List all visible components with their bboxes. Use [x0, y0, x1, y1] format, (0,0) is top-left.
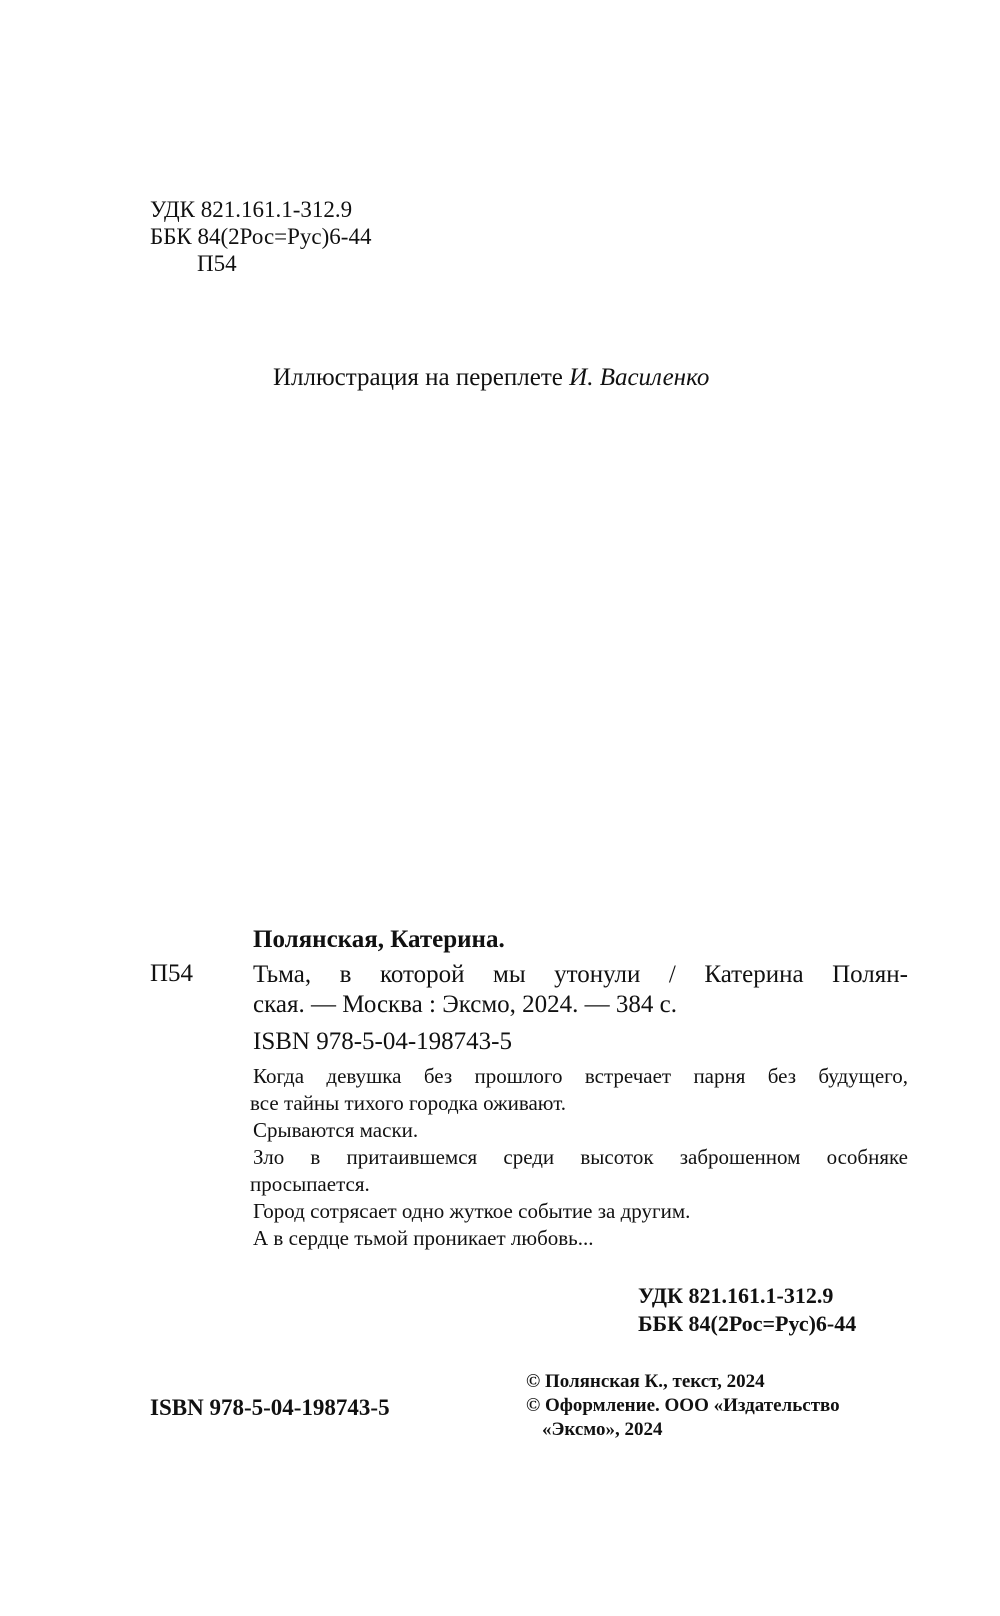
- record-isbn: ISBN 978-5-04-198743-5: [253, 1028, 513, 1055]
- copyright-line-3: «Эксмо», 2024: [542, 1419, 663, 1440]
- illustration-artist: И. Василенко: [569, 364, 710, 391]
- copyright-line-1: © Полянская К., текст, 2024: [526, 1371, 765, 1392]
- illustration-prefix: Иллюстрация на переплете: [273, 364, 570, 391]
- record-code: П54: [150, 960, 194, 987]
- copyright-block: [526, 1370, 840, 1442]
- right-classification-codes: [638, 1282, 856, 1338]
- right-udk-code: УДК 821.161.1-312.9: [638, 1283, 834, 1308]
- author-mark: П54: [197, 251, 237, 276]
- isbn-bottom: ISBN 978-5-04-198743-5: [150, 1395, 390, 1420]
- classification-codes: [150, 196, 371, 277]
- record-title-line-2: ская. — Москва : Эксмо, 2024. — 384 с.: [253, 991, 677, 1018]
- annotation-line-6: Город сотрясает одно жуткое событие за другим.: [253, 1199, 691, 1223]
- annotation: [250, 1063, 908, 1252]
- record-author: Полянская, Катерина.: [253, 926, 505, 953]
- right-bbk-code: ББК 84(2Рос=Рус)6-44: [638, 1311, 857, 1336]
- annotation-line-3: Срываются маски.: [253, 1118, 419, 1142]
- bbk-code: ББК 84(2Рос=Рус)6-44: [150, 224, 372, 249]
- copyright-line-2: © Оформление. ООО «Издательство: [526, 1395, 840, 1416]
- annotation-line-1: Когда девушка без прошлого встречает парня без будущего,: [253, 1064, 908, 1088]
- annotation-line-2: все тайны тихого городка оживают.: [250, 1091, 567, 1115]
- annotation-line-7: А в сердце тьмой проникает любовь...: [253, 1226, 594, 1250]
- record-title-line-1: Тьма, в которой мы утонули / Катерина Полян-: [253, 961, 908, 988]
- annotation-line-4: Зло в притаившемся среди высоток заброшенном особняке: [253, 1145, 908, 1169]
- udk-code: УДК 821.161.1-312.9: [150, 197, 353, 222]
- record-title: [253, 960, 908, 1020]
- annotation-line-5: просыпается.: [250, 1172, 370, 1196]
- illustration-credit: [273, 364, 709, 392]
